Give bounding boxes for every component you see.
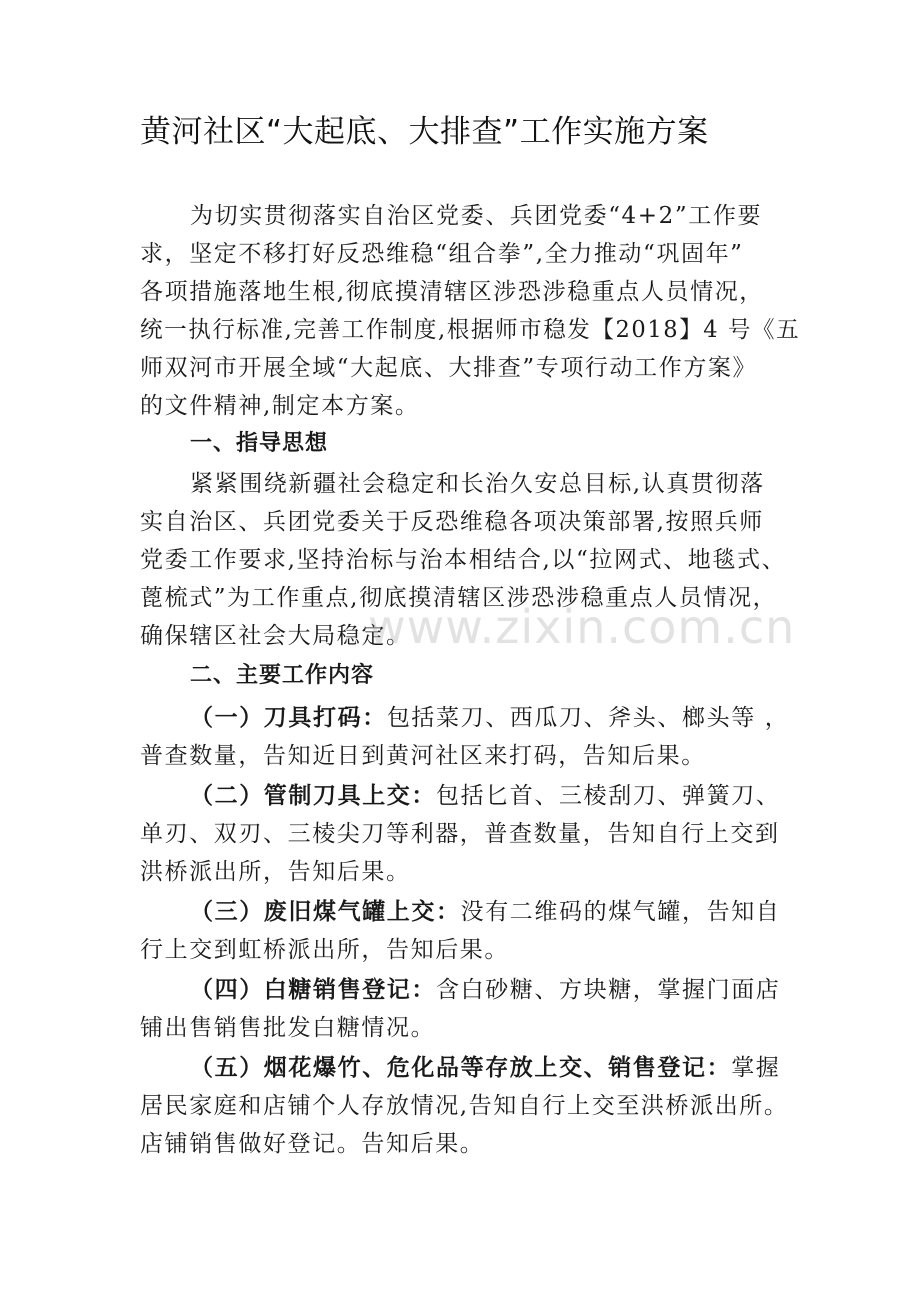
item-text: 包括匕首、三棱刮刀、弹簧刀、 — [436, 783, 781, 809]
item-text: 没有二维码的煤气罐，告知自 — [460, 899, 781, 925]
section-heading-main-content: 二、主要工作内容 — [190, 663, 375, 688]
document-title: 黄河社区“大起底、大排查”工作实施方案 — [140, 114, 709, 150]
paragraph-line: 蓖梳式”为工作重点,彻底摸清辖区涉恐涉稳重点人员情况， — [140, 585, 778, 611]
item-label: （三）废旧煤气罐上交： — [190, 899, 461, 925]
paragraph-line: 紧紧围绕新疆社会稳定和长治久安总目标,认真贯彻落 — [190, 471, 765, 497]
item-first-line — [190, 974, 780, 1006]
item-label: （四）白糖销售登记： — [190, 977, 436, 1003]
item-text: 掌握 — [731, 1055, 781, 1081]
paragraph-line: 党委工作要求,坚持治标与治本相结合,以“拉网式、地毯式、 — [140, 547, 787, 573]
intro-line: 师双河市开展全域“大起底、大排查”专项行动工作方案》 — [140, 355, 758, 381]
paragraph-line: 确保辖区社会大局稳定。 — [140, 623, 411, 649]
item-label: （五）烟花爆竹、危化品等存放上交、销售登记： — [190, 1055, 732, 1081]
item-label: （二）管制刀具上交： — [190, 783, 436, 809]
item-line: 居民家庭和店铺个人存放情况,告知自行上交至洪桥派出所。 — [140, 1093, 789, 1119]
item-label: （一）刀具打码： — [190, 705, 387, 731]
item-line: 店铺销售做好登记。告知后果。 — [140, 1131, 485, 1157]
intro-line: 为切实贯彻落实自治区党委、兵团党委“4+2”工作要 — [190, 203, 763, 229]
section-heading-guiding-thought: 一、指导思想 — [190, 431, 329, 456]
item-line: 铺出售销售批发白糖情况。 — [140, 1015, 436, 1041]
intro-line: 统一执行标准,完善工作制度,根据师市稳发【2018】4 号《五 — [140, 317, 801, 343]
item-first-line — [190, 780, 780, 812]
item-first-line — [190, 702, 789, 734]
intro-line: 求，坚定不移打好反恐维稳“组合拳”,全力推动“巩固年” — [140, 241, 744, 267]
paragraph-line: 实自治区、兵团党委关于反恐维稳各项决策部署,按照兵师 — [140, 509, 764, 535]
intro-line: 各项措施落地生根,彻底摸清辖区涉恐涉稳重点人员情况， — [140, 279, 764, 305]
item-text: 包括菜刀、西瓜刀、斧头、榔头等 ， — [386, 705, 790, 731]
item-line: 行上交到虹桥派出所，告知后果。 — [140, 937, 509, 963]
item-first-line — [190, 896, 780, 928]
item-text: 含白砂糖、方块糖，掌握门面店 — [436, 977, 781, 1003]
item-line: 普查数量，告知近日到黄河社区来打码，告知后果。 — [140, 743, 706, 769]
item-line: 单刃、双刃、三棱尖刀等利器，普查数量，告知自行上交到 — [140, 821, 780, 847]
intro-line: 的文件精神,制定本方案。 — [140, 393, 420, 419]
item-line: 洪桥派出所，告知后果。 — [140, 859, 411, 885]
item-first-line — [190, 1052, 780, 1084]
site-watermark: www.zixin.com.cn — [368, 600, 796, 654]
